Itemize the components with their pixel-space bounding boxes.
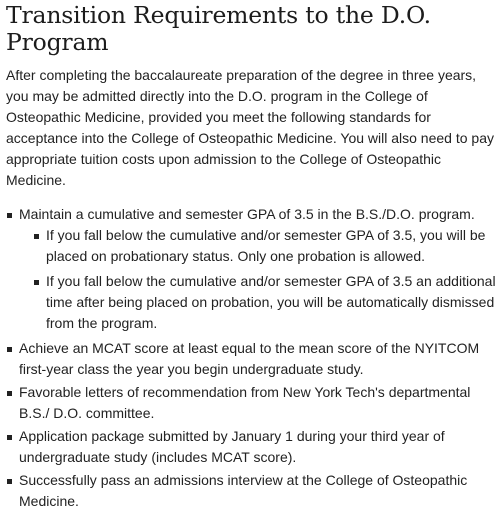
section-heading: Transition Requirements to the D.O. Program (6, 1, 431, 56)
requirements-list (6, 204, 500, 512)
requirement-text: Maintain a cumulative and semester GPA of 3.5 in the B.S./D.O. program. (19, 206, 475, 222)
gpa-sub-list (19, 225, 500, 334)
sub-item-probation (19, 225, 500, 267)
requirement-text: Achieve an MCAT score at least equal to the mean score of the NYITCOM first-year class the year you begin undergraduate study. (19, 340, 480, 377)
requirement-item-interview (6, 470, 500, 512)
requirement-text: Successfully pass an admissions interview at the College of Osteopathic Medicine. (19, 472, 468, 509)
sub-item-text: If you fall below the cumulative and/or semester GPA of 3.5 an additional time after being placed on probation, you will be automatically dismissed from the program. (46, 273, 496, 331)
intro-paragraph: After completing the baccalaureate preparation of the degree in three years, you may be admitted directly into the D.O. program in the College of Osteopathic Medicine, provided you meet the following standards for acceptance into the College of Osteopathic Medicine. You will also need to pay appropriate tuition costs upon admission to the College of Osteopathic Medicine. (6, 67, 494, 188)
requirement-item-mcat (6, 338, 500, 380)
requirement-item-application (6, 426, 500, 468)
requirement-text: Application package submitted by January 1 during your third year of undergraduate study (includes MCAT score). (19, 428, 445, 465)
sub-item-text: If you fall below the cumulative and/or semester GPA of 3.5, you will be placed on probationary status. Only one probation is allowed. (46, 227, 486, 264)
requirement-item-gpa (6, 204, 500, 334)
article (6, 0, 500, 514)
sub-item-dismissal (19, 271, 500, 334)
requirement-text: Favorable letters of recommendation from New York Tech's departmental B.S./ D.O. committee. (19, 384, 471, 421)
requirement-item-letters (6, 382, 500, 424)
